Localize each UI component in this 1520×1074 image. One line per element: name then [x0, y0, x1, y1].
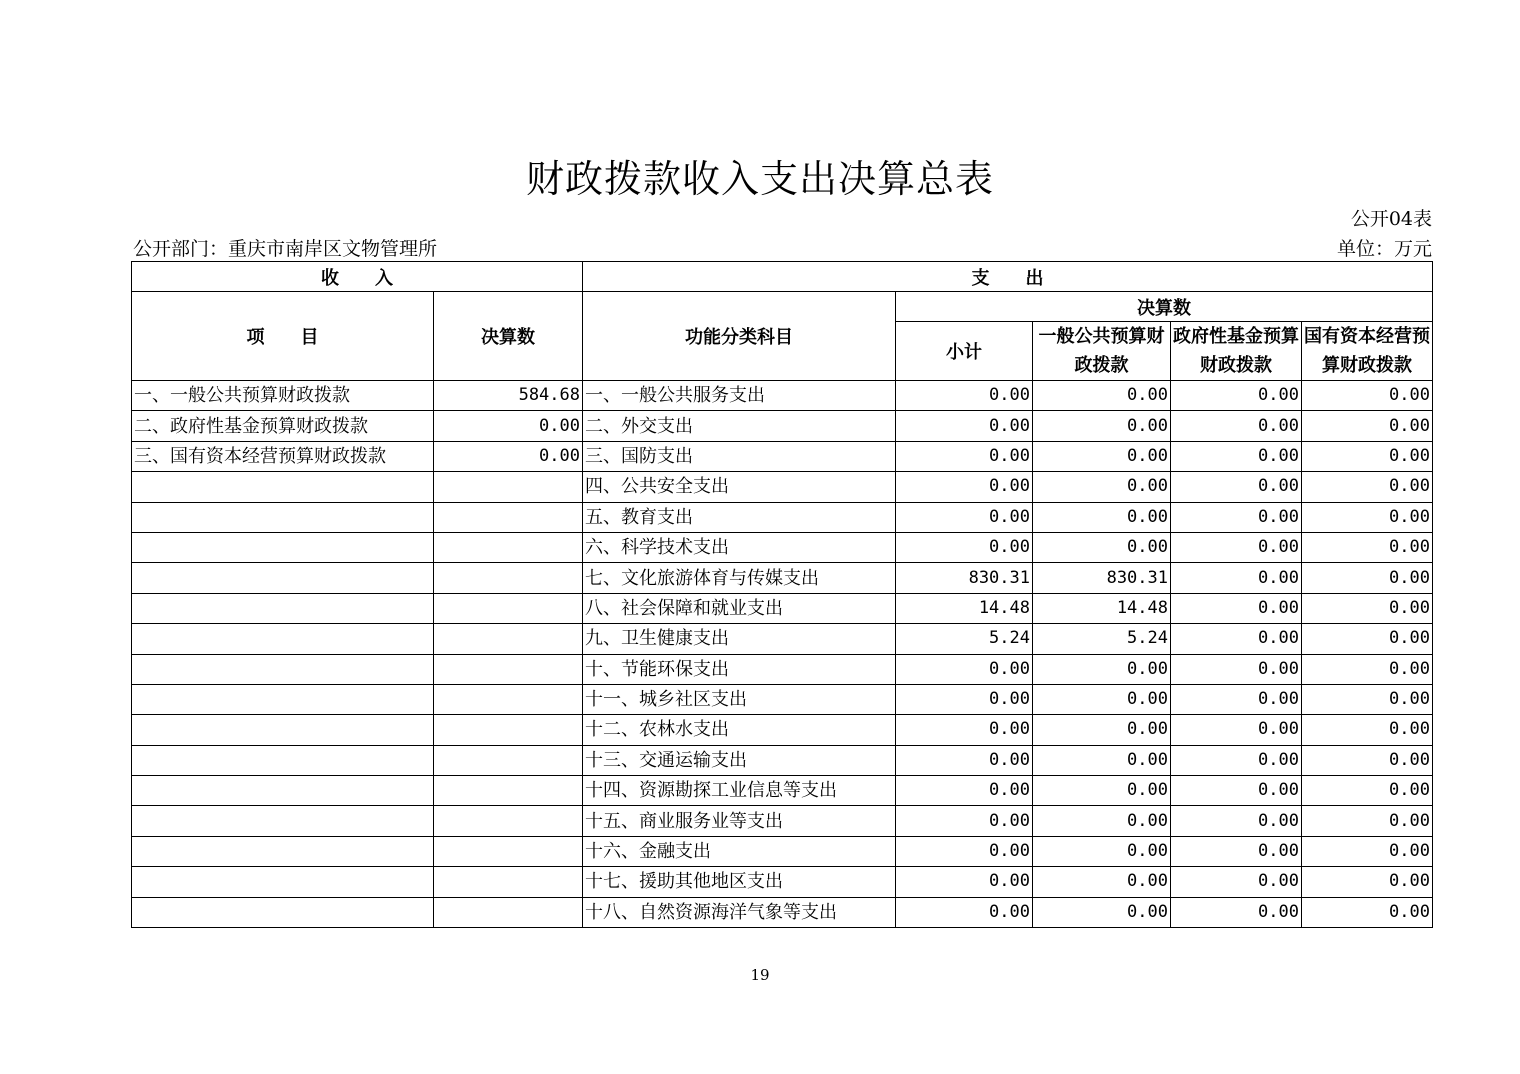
income-item-cell: [132, 806, 434, 836]
general-budget-cell: 0.00: [1033, 897, 1171, 927]
income-amount-cell: [434, 684, 583, 714]
income-amount-header: 决算数: [434, 292, 583, 381]
general-budget-cell: 0.00: [1033, 715, 1171, 745]
income-amount-cell: [434, 532, 583, 562]
gov-fund-cell: 0.00: [1171, 441, 1302, 471]
expense-header: 支 出: [583, 262, 1433, 292]
general-budget-cell: 0.00: [1033, 472, 1171, 502]
category-cell: 九、卫生健康支出: [583, 624, 896, 654]
income-item-cell: 二、政府性基金预算财政拨款: [132, 411, 434, 441]
income-amount-cell: [434, 836, 583, 866]
general-budget-cell: 0.00: [1033, 776, 1171, 806]
table-row: [132, 593, 1433, 623]
category-cell: 十一、城乡社区支出: [583, 684, 896, 714]
general-budget-cell: 0.00: [1033, 441, 1171, 471]
state-capital-cell: 0.00: [1302, 411, 1433, 441]
subtotal-header: 小计: [896, 322, 1033, 381]
income-item-cell: 三、国有资本经营预算财政拨款: [132, 441, 434, 471]
income-item-cell: [132, 532, 434, 562]
category-cell: 十、节能环保支出: [583, 654, 896, 684]
income-item-cell: [132, 715, 434, 745]
gov-fund-cell: 0.00: [1171, 836, 1302, 866]
income-amount-cell: [434, 776, 583, 806]
table-row: [132, 715, 1433, 745]
category-cell: 十六、金融支出: [583, 836, 896, 866]
income-item-cell: [132, 836, 434, 866]
general-budget-cell: 0.00: [1033, 684, 1171, 714]
income-header: 收 入: [132, 262, 583, 292]
page-title: 财政拨款收入支出决算总表: [525, 157, 994, 201]
income-item-cell: [132, 745, 434, 775]
gov-fund-cell: 0.00: [1171, 806, 1302, 836]
subtotal-cell: 0.00: [896, 654, 1033, 684]
state-capital-cell: 0.00: [1302, 654, 1433, 684]
income-amount-cell: 0.00: [434, 441, 583, 471]
function-category-header: 功能分类科目: [583, 292, 896, 381]
income-item-cell: [132, 472, 434, 502]
income-item-cell: [132, 684, 434, 714]
income-amount-cell: [434, 563, 583, 593]
table-row: [132, 776, 1433, 806]
category-cell: 十三、交通运输支出: [583, 745, 896, 775]
gov-fund-cell: 0.00: [1171, 381, 1302, 411]
subtotal-cell: 0.00: [896, 745, 1033, 775]
subtotal-cell: 0.00: [896, 897, 1033, 927]
gov-fund-cell: 0.00: [1171, 472, 1302, 502]
state-capital-cell: 0.00: [1302, 745, 1433, 775]
item-header: 项 目: [132, 292, 434, 381]
table-row: [132, 411, 1433, 441]
state-capital-cell: 0.00: [1302, 684, 1433, 714]
table-row: [132, 532, 1433, 562]
gov-fund-cell: 0.00: [1171, 411, 1302, 441]
income-amount-cell: [434, 806, 583, 836]
subtotal-cell: 0.00: [896, 776, 1033, 806]
state-capital-cell: 0.00: [1302, 715, 1433, 745]
table-row: [132, 867, 1433, 897]
category-cell: 一、一般公共服务支出: [583, 381, 896, 411]
table-row: [132, 563, 1433, 593]
subtotal-cell: 14.48: [896, 593, 1033, 623]
gov-fund-cell: 0.00: [1171, 624, 1302, 654]
table-row: [132, 836, 1433, 866]
table-row: [132, 806, 1433, 836]
general-budget-cell: 0.00: [1033, 532, 1171, 562]
state-capital-cell: 0.00: [1302, 806, 1433, 836]
general-budget-cell: 0.00: [1033, 381, 1171, 411]
income-item-cell: [132, 776, 434, 806]
subtotal-cell: 0.00: [896, 411, 1033, 441]
gov-fund-cell: 0.00: [1171, 532, 1302, 562]
category-cell: 十四、资源勘探工业信息等支出: [583, 776, 896, 806]
gov-fund-cell: 0.00: [1171, 502, 1302, 532]
category-cell: 二、外交支出: [583, 411, 896, 441]
subtotal-cell: 0.00: [896, 381, 1033, 411]
subtotal-cell: 0.00: [896, 441, 1033, 471]
income-amount-cell: [434, 654, 583, 684]
category-cell: 三、国防支出: [583, 441, 896, 471]
department-label: 公开部门：重庆市南岸区文物管理所: [133, 238, 438, 260]
state-capital-cell: 0.00: [1302, 897, 1433, 927]
subtotal-cell: 0.00: [896, 806, 1033, 836]
income-amount-cell: 584.68: [434, 381, 583, 411]
general-budget-cell: 0.00: [1033, 745, 1171, 775]
state-capital-cell: 0.00: [1302, 624, 1433, 654]
general-budget-cell: 0.00: [1033, 411, 1171, 441]
subtotal-cell: 830.31: [896, 563, 1033, 593]
table-row: [132, 441, 1433, 471]
general-budget-cell: 14.48: [1033, 593, 1171, 623]
gov-fund-cell: 0.00: [1171, 776, 1302, 806]
income-amount-cell: [434, 593, 583, 623]
expense-amount-header: 决算数: [896, 292, 1433, 322]
income-amount-cell: [434, 867, 583, 897]
subtotal-cell: 0.00: [896, 715, 1033, 745]
state-capital-cell: 0.00: [1302, 502, 1433, 532]
table-row: [132, 381, 1433, 411]
income-amount-cell: [434, 624, 583, 654]
state-capital-cell: 0.00: [1302, 472, 1433, 502]
income-amount-cell: [434, 897, 583, 927]
general-budget-cell: 0.00: [1033, 806, 1171, 836]
state-capital-cell: 0.00: [1302, 441, 1433, 471]
gov-fund-cell: 0.00: [1171, 715, 1302, 745]
state-capital-cell: 0.00: [1302, 381, 1433, 411]
table-row: [132, 624, 1433, 654]
gov-fund-cell: 0.00: [1171, 897, 1302, 927]
table-row: [132, 684, 1433, 714]
table-row: [132, 472, 1433, 502]
income-item-cell: [132, 867, 434, 897]
general-budget-cell: 0.00: [1033, 502, 1171, 532]
subtotal-cell: 0.00: [896, 532, 1033, 562]
page-number: 19: [750, 966, 770, 984]
income-amount-cell: [434, 715, 583, 745]
gov-fund-cell: 0.00: [1171, 654, 1302, 684]
income-amount-cell: [434, 502, 583, 532]
form-number: 公开04表: [1350, 208, 1432, 230]
category-cell: 十七、援助其他地区支出: [583, 867, 896, 897]
table-row: [132, 654, 1433, 684]
income-item-cell: [132, 897, 434, 927]
general-budget-header: 一般公共预算财政拨款: [1033, 322, 1171, 381]
category-cell: 十五、商业服务业等支出: [583, 806, 896, 836]
state-capital-cell: 0.00: [1302, 776, 1433, 806]
general-budget-cell: 830.31: [1033, 563, 1171, 593]
gov-fund-cell: 0.00: [1171, 563, 1302, 593]
subtotal-cell: 0.00: [896, 867, 1033, 897]
subtotal-cell: 0.00: [896, 836, 1033, 866]
income-amount-cell: [434, 745, 583, 775]
subtotal-cell: 0.00: [896, 472, 1033, 502]
state-capital-cell: 0.00: [1302, 593, 1433, 623]
income-item-cell: [132, 593, 434, 623]
income-amount-cell: [434, 472, 583, 502]
budget-table: [131, 261, 1433, 928]
category-cell: 六、科学技术支出: [583, 532, 896, 562]
income-item-cell: [132, 502, 434, 532]
general-budget-cell: 0.00: [1033, 654, 1171, 684]
state-capital-cell: 0.00: [1302, 867, 1433, 897]
income-amount-cell: 0.00: [434, 411, 583, 441]
income-item-cell: [132, 563, 434, 593]
category-cell: 十八、自然资源海洋气象等支出: [583, 897, 896, 927]
unit-label: 单位：万元: [1336, 238, 1432, 260]
gov-fund-cell: 0.00: [1171, 684, 1302, 714]
income-item-cell: 一、一般公共预算财政拨款: [132, 381, 434, 411]
gov-fund-header: 政府性基金预算财政拨款: [1171, 322, 1302, 381]
general-budget-cell: 0.00: [1033, 836, 1171, 866]
state-capital-cell: 0.00: [1302, 532, 1433, 562]
category-cell: 十二、农林水支出: [583, 715, 896, 745]
income-item-cell: [132, 654, 434, 684]
category-cell: 七、文化旅游体育与传媒支出: [583, 563, 896, 593]
state-capital-cell: 0.00: [1302, 836, 1433, 866]
subtotal-cell: 0.00: [896, 502, 1033, 532]
gov-fund-cell: 0.00: [1171, 745, 1302, 775]
table-row: [132, 502, 1433, 532]
gov-fund-cell: 0.00: [1171, 867, 1302, 897]
category-cell: 五、教育支出: [583, 502, 896, 532]
subtotal-cell: 5.24: [896, 624, 1033, 654]
income-item-cell: [132, 624, 434, 654]
general-budget-cell: 5.24: [1033, 624, 1171, 654]
category-cell: 四、公共安全支出: [583, 472, 896, 502]
state-capital-header: 国有资本经营预算财政拨款: [1302, 322, 1433, 381]
table-row: [132, 745, 1433, 775]
table-row: [132, 897, 1433, 927]
subtotal-cell: 0.00: [896, 684, 1033, 714]
category-cell: 八、社会保障和就业支出: [583, 593, 896, 623]
general-budget-cell: 0.00: [1033, 867, 1171, 897]
gov-fund-cell: 0.00: [1171, 593, 1302, 623]
state-capital-cell: 0.00: [1302, 563, 1433, 593]
